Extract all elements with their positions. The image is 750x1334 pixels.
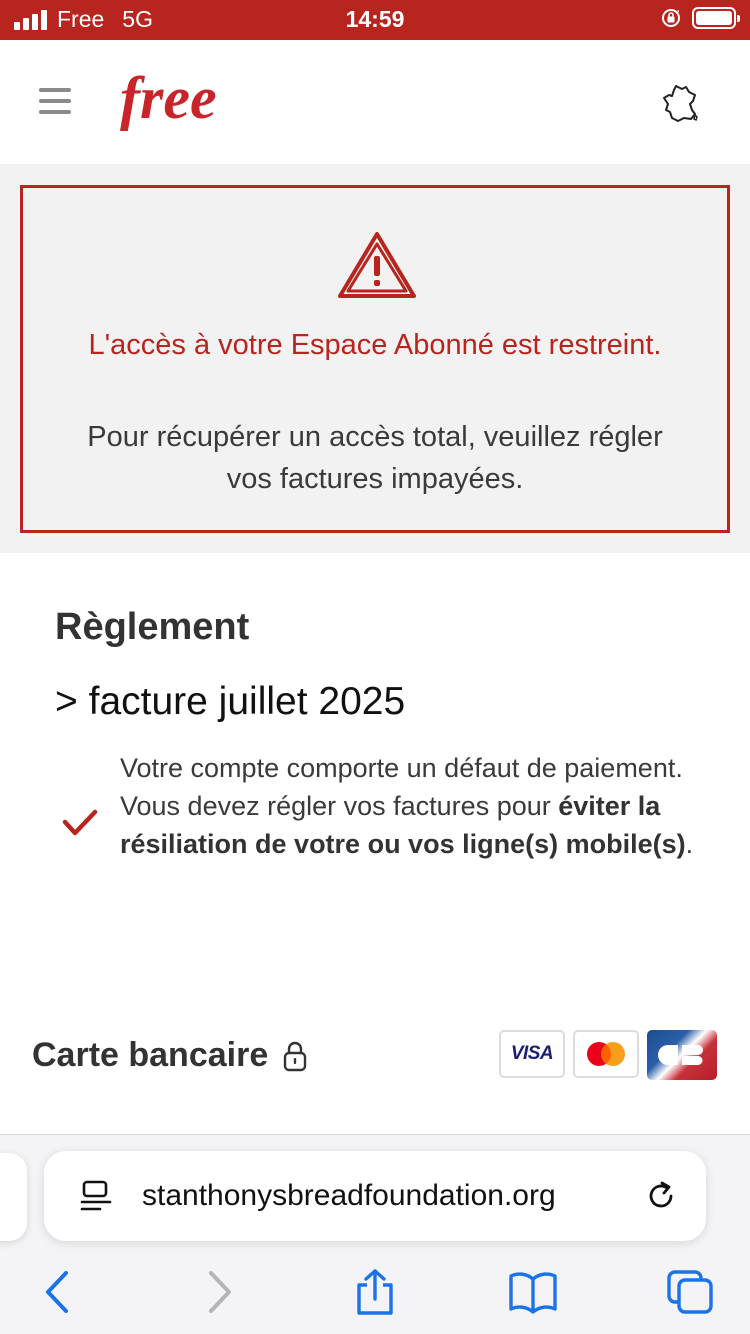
card-payment-label: Carte bancaire [32, 1036, 269, 1074]
browser-bottom-bar [0, 1134, 750, 1334]
previous-tab-preview[interactable] [0, 1153, 27, 1241]
page-menu-icon[interactable] [80, 1179, 112, 1213]
battery-icon [692, 7, 736, 29]
hamburger-menu-icon[interactable] [39, 88, 71, 114]
status-bar [0, 0, 750, 40]
status-right [660, 7, 736, 29]
network-type: 5G [122, 6, 153, 32]
svg-text:free: free [120, 65, 217, 131]
payment-notice [120, 749, 710, 863]
back-icon[interactable] [32, 1269, 82, 1315]
check-icon [62, 808, 98, 838]
status-time: 14:59 [345, 6, 405, 32]
free-logo[interactable] [118, 62, 274, 132]
carrier-name: Free [57, 6, 105, 32]
notice-end: . [685, 829, 694, 859]
notice-bold: éviter la résiliation de votre ou vos ligne(s) mobile(s) [120, 791, 686, 859]
reload-icon[interactable] [644, 1179, 678, 1213]
warning-icon [337, 230, 417, 300]
lock-icon [282, 1040, 308, 1072]
url-text[interactable]: stanthonysbreadfoundation.org [142, 1179, 556, 1212]
card-logos [499, 1030, 717, 1080]
forward-icon[interactable] [195, 1269, 245, 1315]
reglement-title: Règlement [55, 606, 250, 648]
bookmarks-icon[interactable] [508, 1269, 558, 1315]
invoice-link[interactable]: > facture juillet 2025 [55, 680, 406, 723]
site-header [0, 40, 750, 164]
france-map-icon[interactable] [662, 84, 698, 122]
tabs-icon[interactable] [666, 1269, 716, 1315]
alert-message: Pour récupérer un accès total, veuillez régler vos factures impayées. [87, 421, 663, 495]
notice-line-2: Vous devez régler vos factures pour [120, 791, 551, 821]
visa-logo [499, 1030, 565, 1078]
address-bar[interactable] [44, 1151, 706, 1241]
mastercard-logo [573, 1030, 639, 1078]
restricted-access-alert [20, 185, 730, 533]
alert-section [0, 164, 750, 553]
browser-toolbar [0, 1255, 750, 1334]
cb-logo [647, 1030, 717, 1080]
card-payment-title [32, 1036, 308, 1075]
orientation-lock-icon [660, 7, 682, 29]
notice-line-1: Votre compte comporte un défaut de paiement. [120, 753, 683, 783]
visa-label: VISA [510, 1043, 554, 1064]
alert-title: L'accès à votre Espace Abonné est restreint. [88, 329, 662, 361]
share-icon[interactable] [350, 1269, 400, 1315]
